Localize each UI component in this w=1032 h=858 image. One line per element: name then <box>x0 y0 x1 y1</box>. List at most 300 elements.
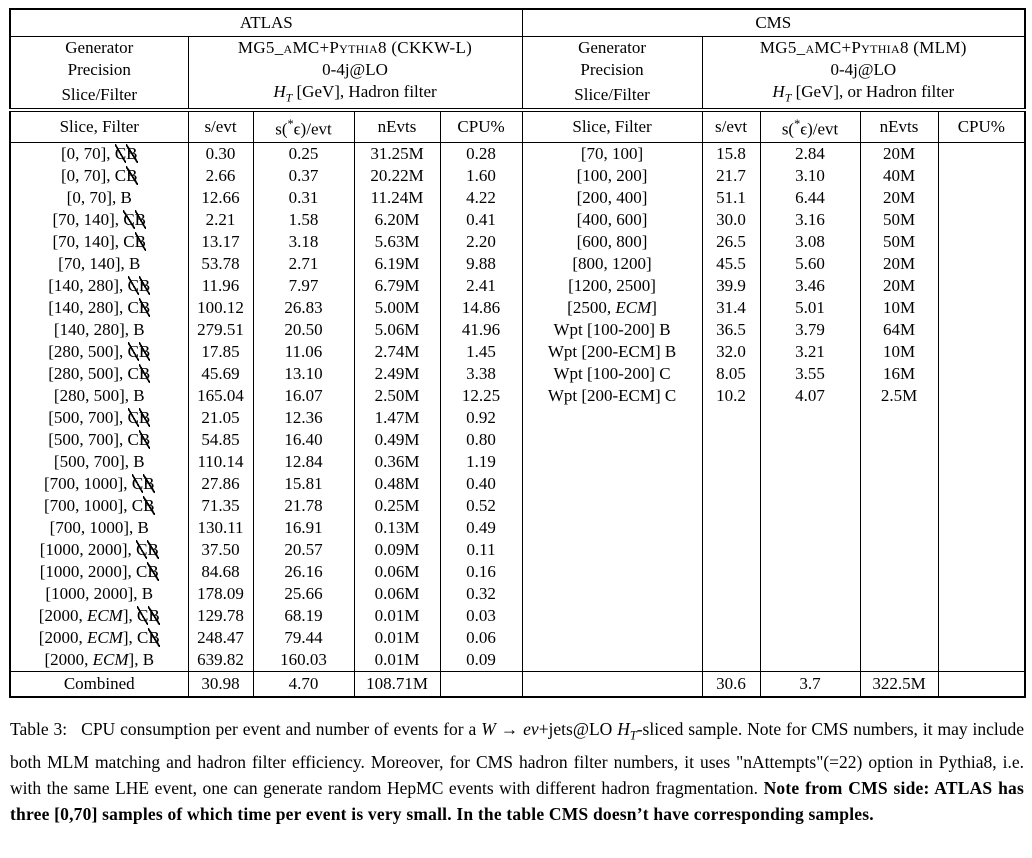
cms-combined-cpu <box>938 672 1025 698</box>
atlas-seps-cell: 68.19 <box>253 605 354 627</box>
atlas-slice-cell: [140, 280], CB <box>10 297 188 319</box>
cms-col-cpu: CPU% <box>938 110 1025 142</box>
atlas-cpu-cell: 1.45 <box>440 341 522 363</box>
cms-nevts-cell: 40M <box>860 165 938 187</box>
atlas-sevt-cell: 17.85 <box>188 341 253 363</box>
atlas-slice-cell: [2000, ECM], CB <box>10 605 188 627</box>
cms-cpu-cell <box>938 473 1025 495</box>
atlas-nevts-cell: 0.09M <box>354 539 440 561</box>
atlas-seps-cell: 21.78 <box>253 495 354 517</box>
atlas-slice-cell: [2000, ECM], B <box>10 649 188 672</box>
cms-nevts-cell <box>860 495 938 517</box>
cms-sevt-cell <box>702 649 760 672</box>
table-row <box>10 165 1025 187</box>
atlas-cpu-cell: 1.60 <box>440 165 522 187</box>
atlas-generator-value: MG5_aMC+Pythia8 (CKKW-L) <box>188 37 522 60</box>
atlas-nevts-cell: 0.01M <box>354 649 440 672</box>
table-row <box>10 473 1025 495</box>
cms-nevts-cell: 10M <box>860 341 938 363</box>
cms-slice-cell: [400, 600] <box>522 209 702 231</box>
table-row <box>10 143 1025 166</box>
cms-nevts-cell <box>860 539 938 561</box>
atlas-cpu-cell: 0.11 <box>440 539 522 561</box>
atlas-sevt-cell: 71.35 <box>188 495 253 517</box>
cms-generator-value: MG5_aMC+Pythia8 (MLM) <box>759 38 967 57</box>
seps-star: * <box>794 117 801 132</box>
atlas-col-seps <box>253 110 354 142</box>
atlas-seps-cell: 16.91 <box>253 517 354 539</box>
atlas-nevts-cell: 1.47M <box>354 407 440 429</box>
atlas-slice-cell: [280, 500], CB <box>10 363 188 385</box>
atlas-cpu-cell: 9.88 <box>440 253 522 275</box>
atlas-cpu-cell: 0.49 <box>440 517 522 539</box>
cms-nevts-cell <box>860 605 938 627</box>
cms-seps-cell <box>760 605 860 627</box>
cms-nevts-cell: 50M <box>860 209 938 231</box>
atlas-slice-cell: [280, 500], CB <box>10 341 188 363</box>
table-row <box>10 517 1025 539</box>
cms-nevts-cell <box>860 649 938 672</box>
atlas-slice-cell: [140, 280], CB <box>10 275 188 297</box>
cms-seps-cell <box>760 429 860 451</box>
atlas-seps-cell: 15.81 <box>253 473 354 495</box>
table-row <box>10 451 1025 473</box>
atlas-sevt-cell: 248.47 <box>188 627 253 649</box>
atlas-sevt-cell: 37.50 <box>188 539 253 561</box>
cms-seps-cell: 3.08 <box>760 231 860 253</box>
cms-seps-cell: 3.55 <box>760 363 860 385</box>
atlas-seps-cell: 7.97 <box>253 275 354 297</box>
atlas-sevt-cell: 53.78 <box>188 253 253 275</box>
cms-sevt-cell <box>702 605 760 627</box>
caption-text-2: +jets@LO <box>538 719 618 740</box>
table-row <box>10 231 1025 253</box>
atlas-slice-cell: [700, 1000], B <box>10 517 188 539</box>
cms-seps-cell: 3.46 <box>760 275 860 297</box>
atlas-slice-cell: [2000, ECM], CB <box>10 627 188 649</box>
cms-sevt-cell <box>702 429 760 451</box>
atlas-nevts-cell: 6.19M <box>354 253 440 275</box>
cms-slice-cell <box>522 561 702 583</box>
atlas-nevts-cell: 5.63M <box>354 231 440 253</box>
ht-subscript: T <box>629 728 637 743</box>
cms-sevt-cell <box>702 473 760 495</box>
table-row <box>10 363 1025 385</box>
atlas-slice-cell: [700, 1000], CB <box>10 495 188 517</box>
cms-cpu-cell <box>938 385 1025 407</box>
atlas-slice-cell: [0, 70], B <box>10 187 188 209</box>
cms-seps-cell <box>760 583 860 605</box>
atlas-sevt-cell: 178.09 <box>188 583 253 605</box>
cms-nevts-cell: 20M <box>860 143 938 166</box>
atlas-sevt-cell: 54.85 <box>188 429 253 451</box>
atlas-cpu-cell: 0.40 <box>440 473 522 495</box>
atlas-col-sevt: s/evt <box>188 110 253 142</box>
caption-label: Table 3: <box>10 719 68 740</box>
atlas-sevt-cell: 2.66 <box>188 165 253 187</box>
atlas-slice-cell: [1000, 2000], CB <box>10 561 188 583</box>
cms-nevts-cell: 20M <box>860 253 938 275</box>
seps-pre: s( <box>781 120 795 140</box>
cms-cpu-cell <box>938 187 1025 209</box>
atlas-slice-cell: [70, 140], CB <box>10 209 188 231</box>
cms-nevts-cell <box>860 473 938 495</box>
cms-sevt-cell <box>702 627 760 649</box>
atlas-slice-filter-text: [GeV], Hadron filter <box>292 82 437 101</box>
cms-slice-cell: [70, 100] <box>522 143 702 166</box>
table-row <box>10 605 1025 627</box>
atlas-cpu-cell: 2.20 <box>440 231 522 253</box>
atlas-nevts-cell: 6.79M <box>354 275 440 297</box>
atlas-nevts-cell: 2.74M <box>354 341 440 363</box>
cms-slice-cell <box>522 583 702 605</box>
cms-slice-cell <box>522 605 702 627</box>
atlas-sevt-cell: 84.68 <box>188 561 253 583</box>
table-row <box>10 561 1025 583</box>
atlas-seps-cell: 25.66 <box>253 583 354 605</box>
atlas-nevts-cell: 11.24M <box>354 187 440 209</box>
atlas-slice-cell: [0, 70], CB <box>10 165 188 187</box>
atlas-nevts-cell: 0.01M <box>354 605 440 627</box>
atlas-nevts-cell: 2.49M <box>354 363 440 385</box>
cms-generator-label: Generator <box>522 37 702 60</box>
atlas-nevts-cell: 0.01M <box>354 627 440 649</box>
column-header-row <box>10 110 1025 142</box>
combined-row <box>10 672 1025 698</box>
atlas-slice-cell: [70, 140], CB <box>10 231 188 253</box>
cms-seps-cell <box>760 407 860 429</box>
cms-sevt-cell <box>702 539 760 561</box>
atlas-nevts-cell: 0.06M <box>354 583 440 605</box>
atlas-nevts-cell: 0.36M <box>354 451 440 473</box>
atlas-col-slice: Slice, Filter <box>10 110 188 142</box>
atlas-slice-cell: [1000, 2000], CB <box>10 539 188 561</box>
cms-seps-cell: 3.79 <box>760 319 860 341</box>
ht-symbol: H <box>772 82 785 101</box>
cms-sevt-cell <box>702 495 760 517</box>
cms-combined-nevts: 322.5M <box>860 672 938 698</box>
seps-pre: s( <box>275 120 288 140</box>
cms-cpu-cell <box>938 495 1025 517</box>
atlas-cpu-cell: 0.92 <box>440 407 522 429</box>
atlas-seps-cell: 1.58 <box>253 209 354 231</box>
atlas-sevt-cell: 130.11 <box>188 517 253 539</box>
atlas-seps-cell: 3.18 <box>253 231 354 253</box>
experiment-title-row <box>10 9 1025 37</box>
table-row <box>10 539 1025 561</box>
atlas-combined-nevts: 108.71M <box>354 672 440 698</box>
cms-seps-cell <box>760 473 860 495</box>
cms-sevt-cell <box>702 517 760 539</box>
atlas-sevt-cell: 165.04 <box>188 385 253 407</box>
cms-cpu-cell <box>938 165 1025 187</box>
atlas-seps-cell: 20.50 <box>253 319 354 341</box>
atlas-combined-sevt: 30.98 <box>188 672 253 698</box>
cms-cpu-cell <box>938 627 1025 649</box>
atlas-cpu-cell: 0.09 <box>440 649 522 672</box>
cms-seps-cell <box>760 649 860 672</box>
table-row <box>10 253 1025 275</box>
atlas-cpu-cell: 1.19 <box>440 451 522 473</box>
ht-subscript: T <box>285 90 293 105</box>
ht-symbol: H <box>273 82 286 101</box>
cms-nevts-cell <box>860 407 938 429</box>
atlas-slice-cell: [500, 700], CB <box>10 407 188 429</box>
ht-symbol: H <box>617 719 630 740</box>
atlas-sevt-cell: 0.30 <box>188 143 253 166</box>
cms-slice-cell <box>522 473 702 495</box>
atlas-sevt-cell: 12.66 <box>188 187 253 209</box>
table-row <box>10 583 1025 605</box>
atlas-seps-cell: 12.84 <box>253 451 354 473</box>
atlas-col-cpu: CPU% <box>440 110 522 142</box>
atlas-seps-cell: 16.07 <box>253 385 354 407</box>
cms-precision-value: 0-4j@LO <box>830 60 897 79</box>
atlas-slice-filter-value <box>188 81 522 110</box>
cms-slice-cell: Wpt [200-ECM] C <box>522 385 702 407</box>
cms-cpu-cell <box>938 407 1025 429</box>
cms-slice-cell <box>522 649 702 672</box>
slice-filter-row <box>10 81 1025 110</box>
cms-sevt-cell: 32.0 <box>702 341 760 363</box>
atlas-sevt-cell: 110.14 <box>188 451 253 473</box>
cms-nevts-cell <box>860 429 938 451</box>
cms-nevts-cell: 2.5M <box>860 385 938 407</box>
atlas-nevts-cell: 20.22M <box>354 165 440 187</box>
atlas-precision-label: Precision <box>10 59 188 81</box>
atlas-generator-label: Generator <box>10 37 188 60</box>
atlas-sevt-cell: 13.17 <box>188 231 253 253</box>
cms-sevt-cell: 36.5 <box>702 319 760 341</box>
atlas-sevt-cell: 2.21 <box>188 209 253 231</box>
cms-cpu-cell <box>938 143 1025 166</box>
cms-seps-cell: 3.10 <box>760 165 860 187</box>
seps-post: ϵ)/evt <box>800 120 839 140</box>
atlas-nevts-cell: 31.25M <box>354 143 440 166</box>
cms-slice-cell: [100, 200] <box>522 165 702 187</box>
cms-slice-cell <box>522 517 702 539</box>
cms-sevt-cell: 31.4 <box>702 297 760 319</box>
atlas-cpu-cell: 0.03 <box>440 605 522 627</box>
table-row <box>10 187 1025 209</box>
atlas-sevt-cell: 129.78 <box>188 605 253 627</box>
cms-slice-cell: Wpt [100-200] B <box>522 319 702 341</box>
cms-seps-cell: 2.84 <box>760 143 860 166</box>
atlas-nevts-cell: 0.49M <box>354 429 440 451</box>
atlas-cpu-cell: 12.25 <box>440 385 522 407</box>
atlas-nevts-cell: 0.25M <box>354 495 440 517</box>
cms-nevts-cell <box>860 561 938 583</box>
atlas-sevt-cell: 279.51 <box>188 319 253 341</box>
cms-nevts-cell <box>860 451 938 473</box>
atlas-cpu-cell: 0.16 <box>440 561 522 583</box>
atlas-nevts-cell: 2.50M <box>354 385 440 407</box>
cms-seps-cell <box>760 495 860 517</box>
cms-seps-cell <box>760 627 860 649</box>
atlas-seps-cell: 0.31 <box>253 187 354 209</box>
atlas-seps-cell: 0.37 <box>253 165 354 187</box>
cms-sevt-cell: 39.9 <box>702 275 760 297</box>
cms-slice-cell: [200, 400] <box>522 187 702 209</box>
atlas-sevt-cell: 45.69 <box>188 363 253 385</box>
generator-row <box>10 37 1025 60</box>
caption-bold-note: Note from CMS side: ATLAS has three [0,70] samples of which time per event is very small. In the table CMS doesn’t have corresponding samples. <box>10 777 1024 824</box>
atlas-nevts-cell: 0.48M <box>354 473 440 495</box>
atlas-slice-cell: [500, 700], B <box>10 451 188 473</box>
atlas-slice-cell: [1000, 2000], B <box>10 583 188 605</box>
atlas-seps-cell: 0.25 <box>253 143 354 166</box>
cms-seps-cell <box>760 451 860 473</box>
table-row <box>10 319 1025 341</box>
table-row <box>10 495 1025 517</box>
math-w: W <box>481 719 496 740</box>
caption-text-3: -sliced sample. Note for CMS numbers, it may include both MLM matching and hadron filter efficiency. Moreover, for CMS hadron filter numbers, it uses "nAttempts"(=22) option in Pythia8, i.e. with the same LHE event, one can generate random HepMC events with different hadron fragmentation. <box>10 719 1025 798</box>
cms-sevt-cell: 30.0 <box>702 209 760 231</box>
atlas-seps-cell: 79.44 <box>253 627 354 649</box>
cms-slice-filter-label: Slice/Filter <box>522 81 702 110</box>
atlas-seps-cell: 2.71 <box>253 253 354 275</box>
atlas-slice-cell: [70, 140], B <box>10 253 188 275</box>
cms-title: CMS <box>522 9 1025 37</box>
cms-nevts-cell: 50M <box>860 231 938 253</box>
cms-cpu-cell <box>938 231 1025 253</box>
cms-cpu-cell <box>938 451 1025 473</box>
cms-slice-cell: [2500, ECM] <box>522 297 702 319</box>
table-row <box>10 297 1025 319</box>
cms-seps-cell: 3.16 <box>760 209 860 231</box>
cms-cpu-cell <box>938 561 1025 583</box>
table-row <box>10 407 1025 429</box>
cms-seps-cell: 4.07 <box>760 385 860 407</box>
cms-slice-cell <box>522 627 702 649</box>
cms-nevts-cell <box>860 583 938 605</box>
cms-slice-cell: [600, 800] <box>522 231 702 253</box>
cms-sevt-cell: 51.1 <box>702 187 760 209</box>
atlas-slice-cell: [140, 280], B <box>10 319 188 341</box>
cms-sevt-cell <box>702 451 760 473</box>
atlas-slice-cell: [0, 70], CB <box>10 143 188 166</box>
atlas-cpu-cell: 0.32 <box>440 583 522 605</box>
table-row <box>10 341 1025 363</box>
cms-slice-cell: [1200, 2500] <box>522 275 702 297</box>
cms-sevt-cell: 26.5 <box>702 231 760 253</box>
atlas-sevt-cell: 27.86 <box>188 473 253 495</box>
cms-cpu-cell <box>938 517 1025 539</box>
table-row <box>10 429 1025 451</box>
cms-combined-seps: 3.7 <box>760 672 860 698</box>
atlas-combined-seps: 4.70 <box>253 672 354 698</box>
cms-cpu-cell <box>938 583 1025 605</box>
cms-cpu-cell <box>938 297 1025 319</box>
cms-slice-cell <box>522 429 702 451</box>
atlas-seps-cell: 13.10 <box>253 363 354 385</box>
atlas-cpu-cell: 14.86 <box>440 297 522 319</box>
atlas-cpu-cell: 0.41 <box>440 209 522 231</box>
table-row <box>10 209 1025 231</box>
cms-slice-cell <box>522 495 702 517</box>
atlas-cpu-cell: 0.80 <box>440 429 522 451</box>
math-enu: eν <box>523 719 539 740</box>
cms-seps-cell: 5.01 <box>760 297 860 319</box>
atlas-cpu-cell: 0.28 <box>440 143 522 166</box>
cms-seps-cell: 5.60 <box>760 253 860 275</box>
cms-cpu-cell <box>938 341 1025 363</box>
cms-slice-cell <box>522 407 702 429</box>
cms-sevt-cell <box>702 561 760 583</box>
ht-subscript: T <box>784 90 792 105</box>
atlas-precision-value: 0-4j@LO <box>188 59 522 81</box>
table-row <box>10 627 1025 649</box>
atlas-nevts-cell: 0.06M <box>354 561 440 583</box>
atlas-slice-filter-label: Slice/Filter <box>10 81 188 110</box>
cms-slice-filter-text: [GeV], or Hadron filter <box>791 82 955 101</box>
cms-combined-label <box>522 672 702 698</box>
cms-slice-cell: Wpt [100-200] C <box>522 363 702 385</box>
cms-slice-cell: [800, 1200] <box>522 253 702 275</box>
atlas-slice-cell: [280, 500], B <box>10 385 188 407</box>
atlas-seps-cell: 12.36 <box>253 407 354 429</box>
cms-col-nevts: nEvts <box>860 110 938 142</box>
cms-sevt-cell <box>702 407 760 429</box>
atlas-nevts-cell: 5.00M <box>354 297 440 319</box>
precision-row <box>10 59 1025 81</box>
atlas-sevt-cell: 11.96 <box>188 275 253 297</box>
seps-post: ϵ)/evt <box>293 120 332 140</box>
cms-seps-cell <box>760 517 860 539</box>
cms-sevt-cell <box>702 583 760 605</box>
caption-text-1: CPU consumption per event and number of events for a <box>81 719 482 740</box>
atlas-seps-cell: 16.40 <box>253 429 354 451</box>
atlas-col-nevts: nEvts <box>354 110 440 142</box>
cms-nevts-cell: 16M <box>860 363 938 385</box>
cms-seps-cell: 6.44 <box>760 187 860 209</box>
table-row <box>10 385 1025 407</box>
cms-cpu-cell <box>938 209 1025 231</box>
cms-cpu-cell <box>938 649 1025 672</box>
cms-seps-cell <box>760 561 860 583</box>
atlas-cpu-cell: 2.41 <box>440 275 522 297</box>
atlas-nevts-cell: 0.13M <box>354 517 440 539</box>
cms-cpu-cell <box>938 429 1025 451</box>
cpu-consumption-table <box>9 8 1026 698</box>
cms-slice-cell <box>522 539 702 561</box>
table-data-body <box>10 143 1025 672</box>
atlas-cpu-cell: 0.06 <box>440 627 522 649</box>
atlas-seps-cell: 20.57 <box>253 539 354 561</box>
cms-cpu-cell <box>938 275 1025 297</box>
atlas-slice-cell: [500, 700], CB <box>10 429 188 451</box>
cms-sevt-cell: 10.2 <box>702 385 760 407</box>
cms-sevt-cell: 15.8 <box>702 143 760 166</box>
atlas-combined-cpu <box>440 672 522 698</box>
atlas-nevts-cell: 6.20M <box>354 209 440 231</box>
atlas-seps-cell: 26.16 <box>253 561 354 583</box>
cms-sevt-cell: 21.7 <box>702 165 760 187</box>
atlas-cpu-cell: 0.52 <box>440 495 522 517</box>
cms-nevts-cell <box>860 627 938 649</box>
atlas-sevt-cell: 21.05 <box>188 407 253 429</box>
cms-nevts-cell: 10M <box>860 297 938 319</box>
atlas-seps-cell: 26.83 <box>253 297 354 319</box>
atlas-slice-cell: [700, 1000], CB <box>10 473 188 495</box>
atlas-cpu-cell: 3.38 <box>440 363 522 385</box>
cms-cpu-cell <box>938 605 1025 627</box>
atlas-combined-label: Combined <box>10 672 188 698</box>
cms-nevts-cell <box>860 517 938 539</box>
cms-precision-label: Precision <box>522 59 702 81</box>
cms-cpu-cell <box>938 253 1025 275</box>
cms-seps-cell <box>760 539 860 561</box>
